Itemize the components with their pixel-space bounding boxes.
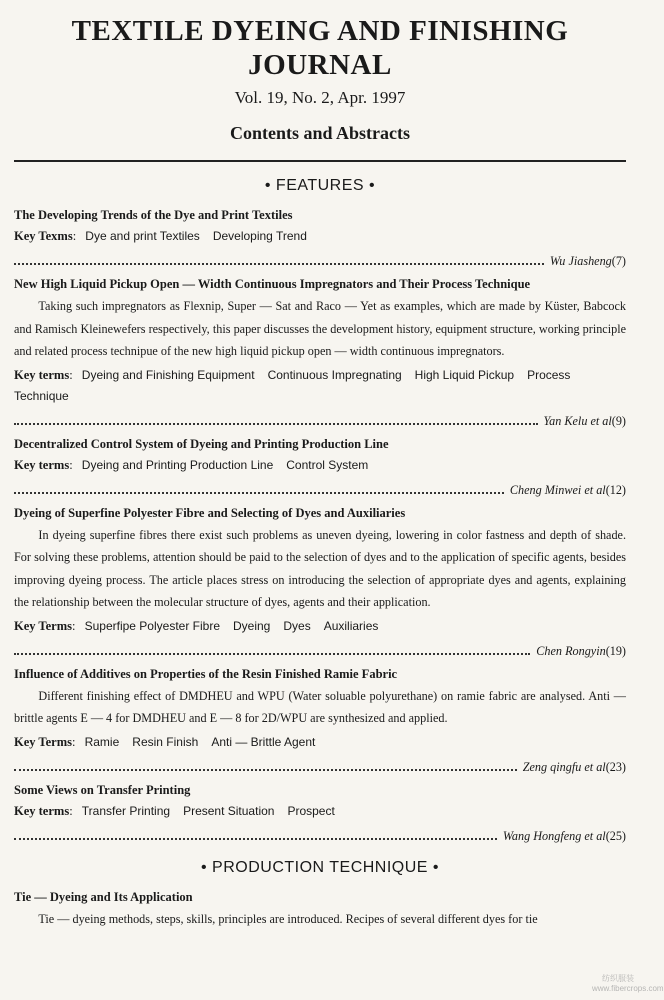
- watermark: [592, 974, 664, 996]
- dotted-leader: [14, 263, 544, 265]
- author-name: Cheng Minwei et al: [509, 482, 606, 497]
- dotted-leader: [14, 653, 530, 655]
- keywords-line: [14, 616, 626, 637]
- article-title: Tie — Dyeing and Its Application: [14, 889, 193, 904]
- keywords-line: [14, 732, 626, 753]
- contents-title: Contents and Abstracts: [229, 123, 411, 143]
- issue-info: Vol. 19, No. 2, Apr. 1997: [234, 88, 406, 107]
- page-number: (12): [605, 482, 626, 497]
- keyword: Ramie: [84, 734, 120, 749]
- author-line: [14, 411, 626, 431]
- article-title: Influence of Additives on Properties of the Resin Finished Ramie Fabric: [14, 666, 398, 681]
- keyword: Resin Finish: [132, 734, 199, 749]
- keywords-line: [14, 226, 626, 247]
- keywords-separator: :: [69, 367, 73, 382]
- page-number: (19): [605, 643, 626, 658]
- header-divider: [14, 160, 626, 162]
- dotted-leader: [14, 769, 517, 771]
- keywords-label: Key terms: [14, 803, 70, 818]
- article-title: New High Liquid Pickup Open — Width Continuous Impregnators and Their Process Technique: [14, 277, 531, 291]
- article-abstract: Taking such impregnators as Flexnip, Super — Sat and Raco — Yet as examples, which are made by Küster, Babcock and Ramisch Kleinewefers respectively, this paper discusses the development history, equipment structure, working principle and related process technipue of the new high liquid pickup open — width continuous impregnators.: [14, 299, 626, 358]
- keyword: Auxiliaries: [323, 618, 379, 633]
- watermark-url: www.fibercrops.com: [592, 984, 664, 993]
- keywords-line: [14, 365, 626, 407]
- author-name: Wang Hongfeng et al: [502, 828, 606, 843]
- article-title: Some Views on Transfer Printing: [14, 782, 191, 797]
- keywords-list: [82, 458, 382, 472]
- dotted-leader: [14, 492, 504, 494]
- article-abstract: In dyeing superfine fibres there exist such problems as uneven dyeing, lowering in color fastness and depth of shade. For solving these problems, attention should be paid to the selection of dyes and to the application of specific agents, besides improving dyeing process. The article places stress on introducing the selection of appropriate dyes and agents, explaining the relationship between the molecular structure of dyes, agents and their application.: [14, 527, 626, 609]
- keyword: Anti — Brittle Agent: [211, 734, 316, 749]
- article-entry: [14, 781, 626, 846]
- keyword: Dyeing and Finishing Equipment: [81, 367, 255, 382]
- author-name: Zeng qingfu et al: [522, 759, 606, 774]
- keyword: Control System: [286, 457, 369, 472]
- author-name: Wu Jiasheng: [549, 254, 612, 268]
- keywords-label: Key Terms: [14, 734, 72, 749]
- article-entry: [14, 275, 626, 431]
- keywords-line: [14, 455, 626, 476]
- keywords-label: Key terms: [14, 457, 70, 472]
- dotted-leader: [14, 423, 538, 425]
- keywords-line: [14, 801, 626, 822]
- author-line: [14, 757, 626, 777]
- article-entry: [14, 665, 626, 777]
- page-number: (9): [611, 413, 626, 428]
- section-heading-production: • PRODUCTION TECHNIQUE •: [200, 858, 440, 876]
- article-abstract: Tie — dyeing methods, steps, skills, principles are introduced. Recipes of several different dyes for tie: [38, 911, 538, 926]
- keyword: Process Technique: [14, 367, 571, 403]
- article-entry: [14, 206, 626, 271]
- keyword: Superfipe Polyester Fibre: [84, 618, 220, 633]
- article-title: Decentralized Control System of Dyeing and Printing Production Line: [14, 436, 389, 451]
- page-number: (23): [605, 759, 626, 774]
- keywords-separator: :: [72, 229, 77, 243]
- dotted-leader: [14, 838, 497, 840]
- keyword: Developing Trend: [212, 229, 307, 243]
- keyword: Continuous Impregnating: [267, 367, 402, 382]
- keywords-list: [14, 368, 570, 403]
- keywords-label: Key terms: [14, 367, 70, 382]
- watermark-text: 纺织服装: [602, 974, 634, 983]
- author-name: Yan Kelu et al: [543, 413, 612, 428]
- keywords-separator: :: [69, 457, 73, 472]
- keyword: High Liquid Pickup: [414, 367, 515, 382]
- article-title: The Developing Trends of the Dye and Print Textiles: [14, 208, 293, 222]
- keyword: Present Situation: [183, 803, 275, 818]
- keywords-list: [85, 619, 392, 633]
- keywords-separator: :: [69, 803, 73, 818]
- keyword: Transfer Printing: [81, 803, 171, 818]
- author-line: [14, 251, 626, 271]
- keyword: Dyes: [283, 618, 311, 633]
- article-abstract: Different finishing effect of DMDHEU and WPU (Water soluable polyurethane) on ramie fabric are analysed. Anti — brittle agents E — 4 for DMDHEU and E — 8 for 2D/WPU are synthesized and applied.: [14, 688, 626, 725]
- page-number: (25): [605, 828, 626, 843]
- keywords-separator: :: [71, 734, 76, 749]
- keywords-label: Key Terms: [14, 618, 72, 633]
- article-title: Dyeing of Superfine Polyester Fibre and Selecting of Dyes and Auxiliaries: [14, 505, 406, 520]
- journal-title: TEXTILE DYEING AND FINISHING JOURNAL: [71, 15, 569, 81]
- keyword: Prospect: [287, 803, 335, 818]
- article-entry: [14, 435, 626, 500]
- author-name: Chen Rongyin: [536, 643, 606, 658]
- article-entry: [14, 888, 626, 931]
- keyword: Dye and print Textiles: [85, 229, 200, 243]
- keywords-label: Key Texms: [14, 229, 73, 243]
- section-heading-features: • FEATURES •: [264, 177, 376, 194]
- keywords-list: [82, 804, 348, 818]
- author-line: [14, 826, 626, 846]
- keyword: Dyeing: [233, 618, 271, 633]
- keywords-list: [85, 229, 320, 243]
- article-entry: [14, 504, 626, 661]
- author-line: [14, 480, 626, 500]
- keyword: Dyeing and Printing Production Line: [81, 457, 274, 472]
- page-number: (7): [611, 254, 626, 268]
- keywords-list: [85, 735, 329, 749]
- keywords-separator: :: [71, 618, 76, 633]
- author-line: [14, 641, 626, 661]
